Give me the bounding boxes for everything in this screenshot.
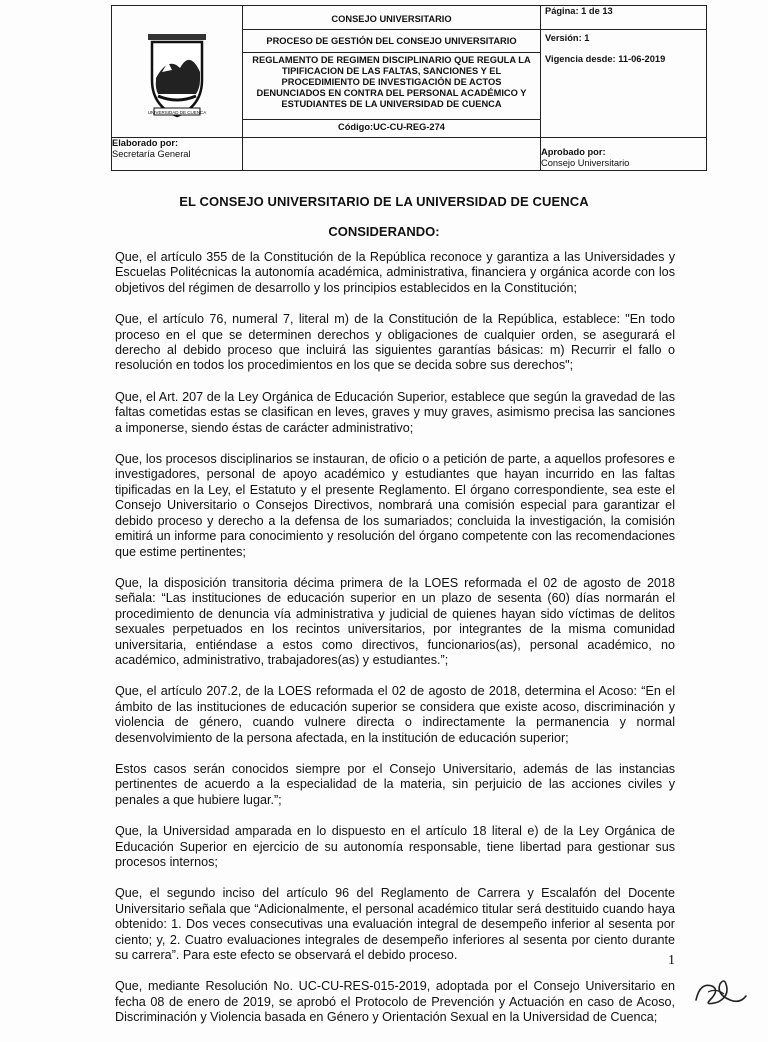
page-count: Página: 1 de 13 bbox=[545, 6, 613, 16]
council-name: CONSEJO UNIVERSITARIO bbox=[331, 14, 452, 24]
version-cell bbox=[541, 30, 707, 138]
page-number: 1 bbox=[668, 953, 675, 968]
empty-cell bbox=[243, 138, 541, 171]
svg-text:UNIVERSIDAD DE CUENCA: UNIVERSIDAD DE CUENCA bbox=[147, 110, 207, 115]
paragraph: Que, el segundo inciso del artículo 96 del Reglamento de Carrera y Escalafón del Docente Universitario señala que “Adicionalmente, el personal académico titular será destituido cuando haya obtenido: 1. Dos veces consecutivas una evaluación integral de desempeño inferior al sesenta por ciento; y, 2. Cuatro evaluaciones integrales de desempeño inferiores al sesenta por ciento durante su carrera”. Para este efecto se observará el debido proceso. bbox=[115, 886, 675, 963]
prepared-by: Secretaría General bbox=[112, 149, 191, 159]
prepared-by-label: Elaborado por: bbox=[112, 138, 179, 148]
paragraph: Que, el artículo 207.2, de la LOES reformada el 02 de agosto de 2018, determina el Acoso: “En el ámbito de las instituciones de educación superior se considera que existe acoso, discriminación y violencia de género, cuando vulnere directa o indirectamente la permanencia y normal desenvolvimiento de la persona afectada, en la institución de educación superior; bbox=[115, 684, 675, 745]
prepared-by-cell bbox=[112, 138, 243, 171]
approved-by-label: Aprobado por: bbox=[541, 147, 606, 157]
code-cell bbox=[243, 120, 541, 138]
approved-by: Consejo Universitario bbox=[541, 158, 630, 168]
page-count-cell bbox=[541, 6, 707, 30]
paragraph: Que, el artículo 76, numeral 7, literal m) de la Constitución de la República, establece: "En todo proceso en el que se determinen derechos y obligaciones de cualquier orden, se asegurará el derecho al debido proceso que incluirá las siguientes garantías básicas: m) Recurrir el fallo o resolución en todos los procedimientos en los que se decida sobre sus derechos"; bbox=[115, 312, 675, 373]
regulation-title-cell bbox=[243, 53, 541, 120]
paragraph: Que, el artículo 355 de la Constitución de la República reconoce y garantiza a las Universidades y Escuelas Politécnicas la autonomía académica, administrativa, financiera y orgánica acorde con los objetivos del régimen de desarrollo y los principios establecidos en la Constitución; bbox=[115, 250, 675, 295]
process-name-cell bbox=[243, 30, 541, 53]
valid-from: Vigencia desde: 11-06-2019 bbox=[545, 54, 666, 64]
document-body bbox=[115, 250, 675, 1042]
approved-by-cell bbox=[541, 138, 707, 171]
paragraph: Que, el Art. 207 de la Ley Orgánica de Educación Superior, establece que según la gravedad de las faltas cometidas estas se clasifican en leves, graves y muy graves, asimismo precisa las sanciones a imponerse, siendo éstas de carácter administrativo; bbox=[115, 389, 675, 435]
paragraph: Que, mediante Resolución No. UC-CU-RES-015-2019, adoptada por el Consejo Universitario en fecha 08 de enero de 2019, se aprobó el Protocolo de Prevención y Actuación en caso de Acoso, Discriminación y Violencia basada en Género y Orientación Sexual en la Universidad de Cuenca; bbox=[115, 979, 675, 1025]
document-code: Código:UC-CU-REG-274 bbox=[338, 122, 445, 132]
paragraph: Que, la Universidad amparada en lo dispuesto en el artículo 18 literal e) de la Ley Orgánica de Educación Superior en ejercicio de su autonomía responsable, tiene libertad para gestionar sus procesos internos; bbox=[115, 824, 675, 869]
regulation-title: REGLAMENTO DE REGIMEN DISCIPLINARIO QUE REGULA LA TIPIFICACION DE LAS FALTAS, SANCIONES Y EL PROCEDIMIENTO DE INVESTIGACIÓN DE ACTOS DENUNCIADOS EN CONTRA DEL PERSONAL ACADÉMICO Y ESTUDIANTES DE LA UNIVERSIDAD DE CUENCA bbox=[252, 55, 531, 109]
version: Versión: 1 bbox=[545, 33, 590, 43]
process-name: PROCESO DE GESTIÓN DEL CONSEJO UNIVERSITARIO bbox=[266, 36, 517, 46]
handwritten-signature-icon bbox=[690, 972, 750, 1012]
university-crest-icon bbox=[134, 28, 220, 120]
paragraph: Que, los procesos disciplinarios se instauran, de oficio o a petición de parte, a aquellos profesores e investigadores, personal de apoyo académico y estudiantes que hayan incurrido en las faltas tipificadas en la Ley, el Estatuto y el presente Reglamento. El órgano correspondiente, sea este el Consejo Universitario o Consejos Directivos, nombrará una comisión especial para garantizar el debido proceso y derecho a la defensa de los sumariados; concluida la investigación, la comisión emitirá un informe para conocimiento y resolución del órgano competente con las recomendaciones que estime pertinentes; bbox=[115, 452, 675, 559]
document-title: EL CONSEJO UNIVERSITARIO DE LA UNIVERSIDAD DE CUENCA bbox=[179, 194, 589, 209]
paragraph: Que, la disposición transitoria décima primera de la LOES reformada el 02 de agosto de 2018 señala: “Las instituciones de educación superior en un plazo de sesenta (60) días normarán el procedimiento de denuncia vía administrativa y judicial de quienes hayan sido víctimas de delitos sexuales perpetuados en los recintos universitarios, por integrantes de la misma comunidad universitaria, entiéndase a estos como directivos, funcionarios(as), personal académico, no académico, administrativo, trabajadores(as) y estudiantes.”; bbox=[115, 575, 675, 667]
university-logo-cell bbox=[112, 6, 243, 138]
paragraph: Estos casos serán conocidos siempre por el Consejo Universitario, además de las instancias pertinentes de acuerdo a la especialidad de la materia, sin perjuicio de las acciones civiles y penales a que hubiere lugar.”; bbox=[115, 761, 675, 807]
document-header-table bbox=[111, 5, 707, 171]
council-name-cell bbox=[243, 6, 541, 30]
considering-heading: CONSIDERANDO: bbox=[328, 224, 440, 239]
